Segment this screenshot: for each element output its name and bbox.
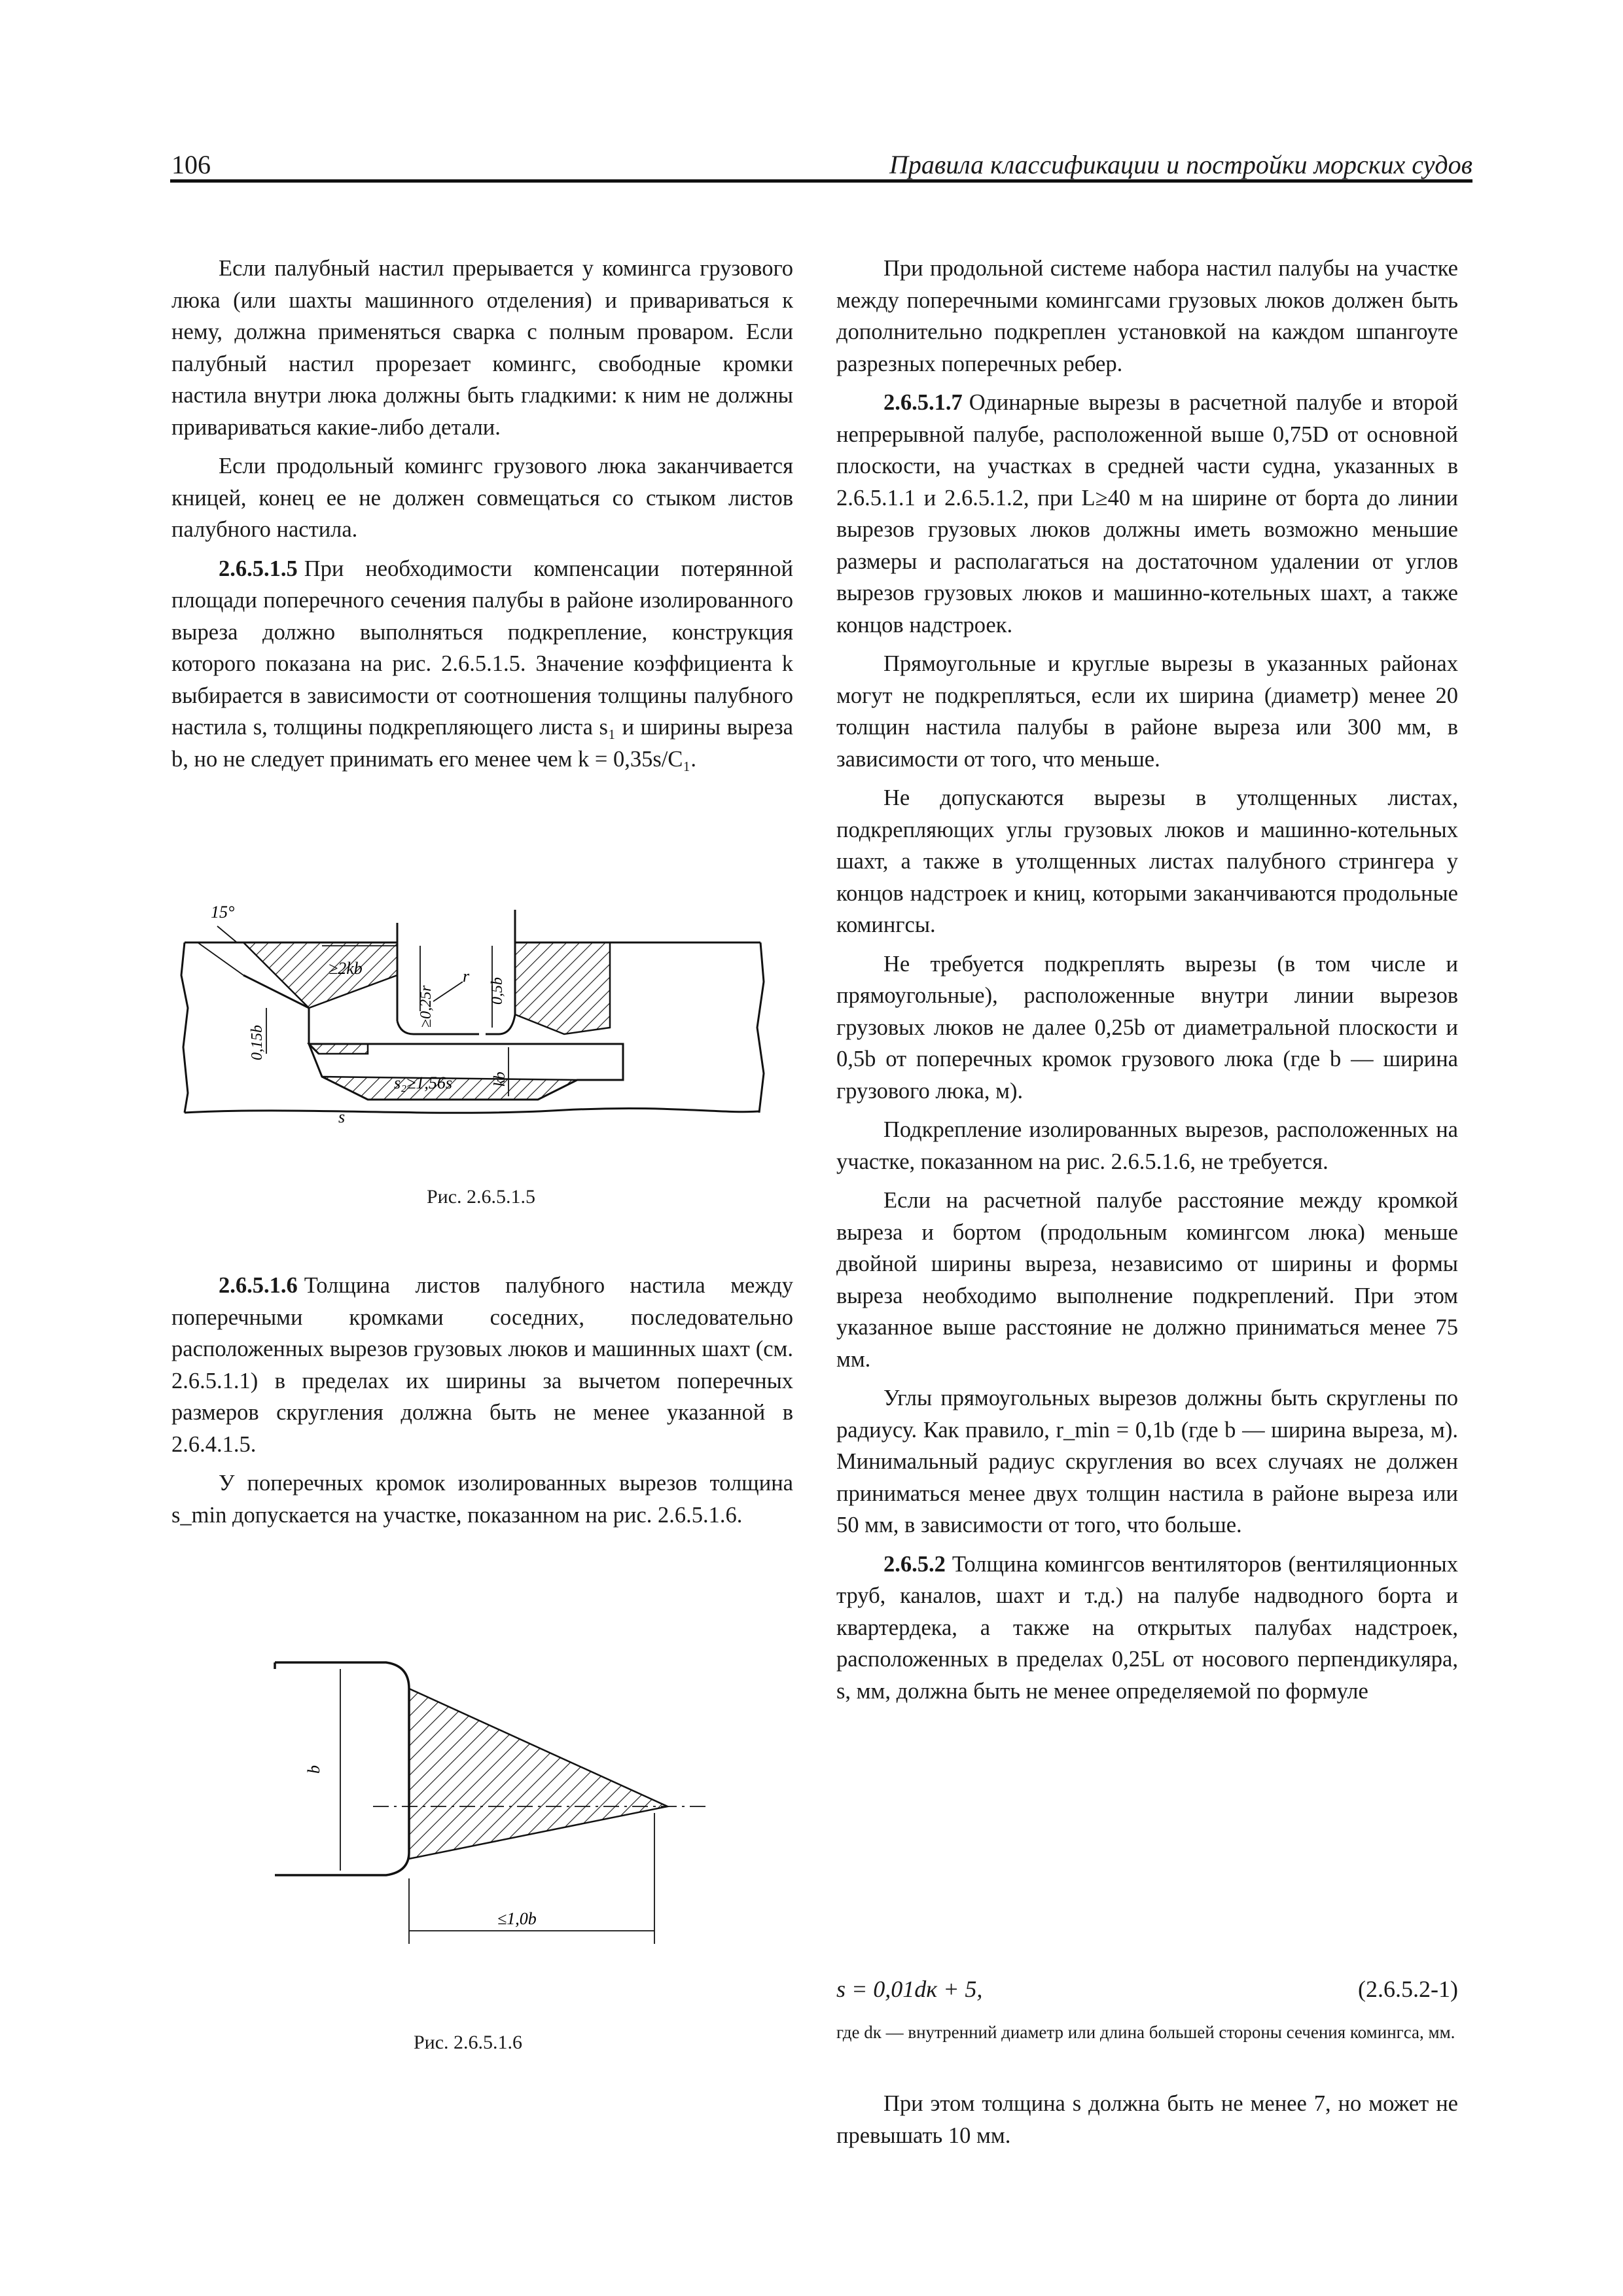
left-column-lower xyxy=(171,1270,793,1538)
right-column xyxy=(836,253,1458,1714)
dim-015b-label: 0,15b xyxy=(249,1025,266,1060)
paragraph: Если палубный настил прерывается у комингса грузового люка (или шахты машинного отделения) и привариваться к нему, должна применяться сварка с полным проваром. Если палубный настил прорезает комингс, свободные кромки настила внутри люка должны быть гладкими: к ним не должны привариваться какие-либо детали. xyxy=(171,256,793,440)
paragraph: Если на расчетной палубе расстояние между кромкой выреза и бортом (продольным комингсом люка) меньше двойной ширины выреза, независимо от ширины и формы выреза необходимо выполнение подкреплений. При этом указанное выше расстояние не должно приниматься менее 75 мм. xyxy=(836,1188,1458,1372)
formula xyxy=(836,1975,1458,2003)
paragraph: Прямоугольные и круглые вырезы в указанных районах могут не подкрепляться, если их ширина (диаметр) менее 20 толщин настила палубы в районе выреза или 300 мм, в зависимости от того, что меньше. xyxy=(836,651,1458,772)
paragraph: При продольной системе набора настил палубы на участке между поперечными комингсами грузовых люков должен быть дополнительно подкреплен установкой на каждом шпангоуте разрезных поперечных ребер. xyxy=(836,256,1458,376)
figure-2-6-5-1-6 xyxy=(262,1656,720,1996)
dim-025r-label: ≥0,25r xyxy=(418,985,435,1028)
formula-note: где dк — внутренний диаметр или длина большей стороны сечения комингса, мм. xyxy=(836,2022,1455,2042)
paragraph: 2.6.5.2 Толщина комингсов вентиляторов (вентиляционных труб, каналов, шахт и т.д.) на палубе надводного борта и квартердека, а также на открытых палубах надстроек, расположенных в пределах 0,25L от носового перпендикуляра, s, мм, должна быть не менее определяемой по формуле xyxy=(836,1551,1458,1704)
paragraph: 2.6.5.1.5 При необходимости компенсации потерянной площади поперечного сечения палубы в районе изолированного выреза должно выполняться подкрепление, конструкция которого показана на рис. 2.6.5.1.5. Значение коэффициента k выбирается в зависимости от соотношения толщины палубного настила s, толщины подкрепляющего листа s₁ и ширины выреза b, но не следует принимать его менее чем k = 0,35s/C₁. xyxy=(171,556,793,772)
section-number: 2.6.5.1.5 xyxy=(219,556,298,581)
paragraph: 2.6.5.1.7 Одинарные вырезы в расчетной палубе и второй непрерывной палубе, расположенной выше 0,75D от основной плоскости, на участках в средней части судна, указанных в 2.6.5.1.1 и 2.6.5.1.2, при L≥40 м на ширине от борта до линии вырезов грузовых люков должны иметь возможно меньшие размеры и располагаться на достаточном удалении от углов вырезов грузовых люков и машинно-котельных шахт, а также концов надстроек. xyxy=(836,390,1458,637)
paragraph: Не допускаются вырезы в утолщенных листах, подкрепляющих углы грузовых люков и машинно-котельных шахт, а также в утолщенных листах палубного стрингера у концов надстроек и книц, которыми заканчиваются продольные комингсы. xyxy=(836,785,1458,937)
paragraph: 2.6.5.1.6 Толщина листов палубного настила между поперечными кромками соседних, последовательно расположенных вырезов грузовых люков и машинных шахт (см. 2.6.5.1.1) в пределах их ширины за вычетом поперечных размеров скругления должна быть не менее указанной в 2.6.4.1.5. xyxy=(171,1273,793,1457)
dim-length-label: ≤1,0b xyxy=(497,1909,537,1928)
angle-label: 15° xyxy=(211,903,235,922)
dim-2kb-label: ≥2kb xyxy=(329,959,363,978)
figure-2-6-5-1-5 xyxy=(171,897,800,1158)
paragraph: Не требуется подкреплять вырезы (в том числе и прямоугольные), расположенные внутри линии вырезов грузовых люков не далее 0,25b от диаметральной плоскости и 0,5b от поперечных кромок грузового люка (где b — ширина грузового люка, м). xyxy=(836,951,1458,1103)
section-number: 2.6.5.1.6 xyxy=(219,1273,298,1298)
dim-kb-label: kb xyxy=(491,1071,508,1086)
paragraph: При этом толщина s должна быть не менее 7, но может не превышать 10 мм. xyxy=(836,2091,1458,2148)
figure-caption: Рис. 2.6.5.1.5 xyxy=(427,1186,536,1208)
header-rule xyxy=(170,179,1472,183)
formula-expression: s = 0,01dк + 5, xyxy=(836,1976,983,2002)
dim-b-label: b xyxy=(304,1765,323,1774)
paragraph: У поперечных кромок изолированных вырезов толщина s_min допускается на участке, показанном на рис. 2.6.5.1.6. xyxy=(171,1471,793,1528)
right-column-tail xyxy=(836,2088,1458,2159)
running-head: Правила классификации и постройки морских судов xyxy=(889,150,1472,179)
formula-number: (2.6.5.2-1) xyxy=(1358,1976,1458,2002)
paragraph: Если продольный комингс грузового люка заканчивается кницей, конец ее не должен совмещаться со стыком листов палубного настила. xyxy=(171,454,793,542)
hatched-triangle xyxy=(409,1689,668,1859)
thickness-s-label: s xyxy=(338,1107,346,1126)
paragraph: Углы прямоугольных вырезов должны быть скруглены по радиусу. Как правило, r_min = 0,1b (где b — ширина выреза, м). Минимальный радиус скругления во всех случаях не должен приниматься менее двух толщин настила в районе выреза или 50 мм, в зависимости от того, что больше. xyxy=(836,1386,1458,1537)
section-number: 2.6.5.2 xyxy=(883,1551,946,1577)
page-number: 106 xyxy=(171,150,211,179)
dim-r-label: r xyxy=(463,967,470,986)
paragraph: Подкрепление изолированных вырезов, расположенных на участке, показанном на рис. 2.6.5.1.6, не требуется. xyxy=(836,1117,1458,1174)
coaming-outline xyxy=(275,1662,409,1875)
section-number: 2.6.5.1.7 xyxy=(883,390,963,415)
dim-s2-label: s₂≥1,56s xyxy=(394,1073,453,1092)
dim-05b-label: 0,5b xyxy=(489,977,506,1005)
left-column-upper xyxy=(171,253,793,782)
figure-caption: Рис. 2.6.5.1.6 xyxy=(414,2032,523,2053)
